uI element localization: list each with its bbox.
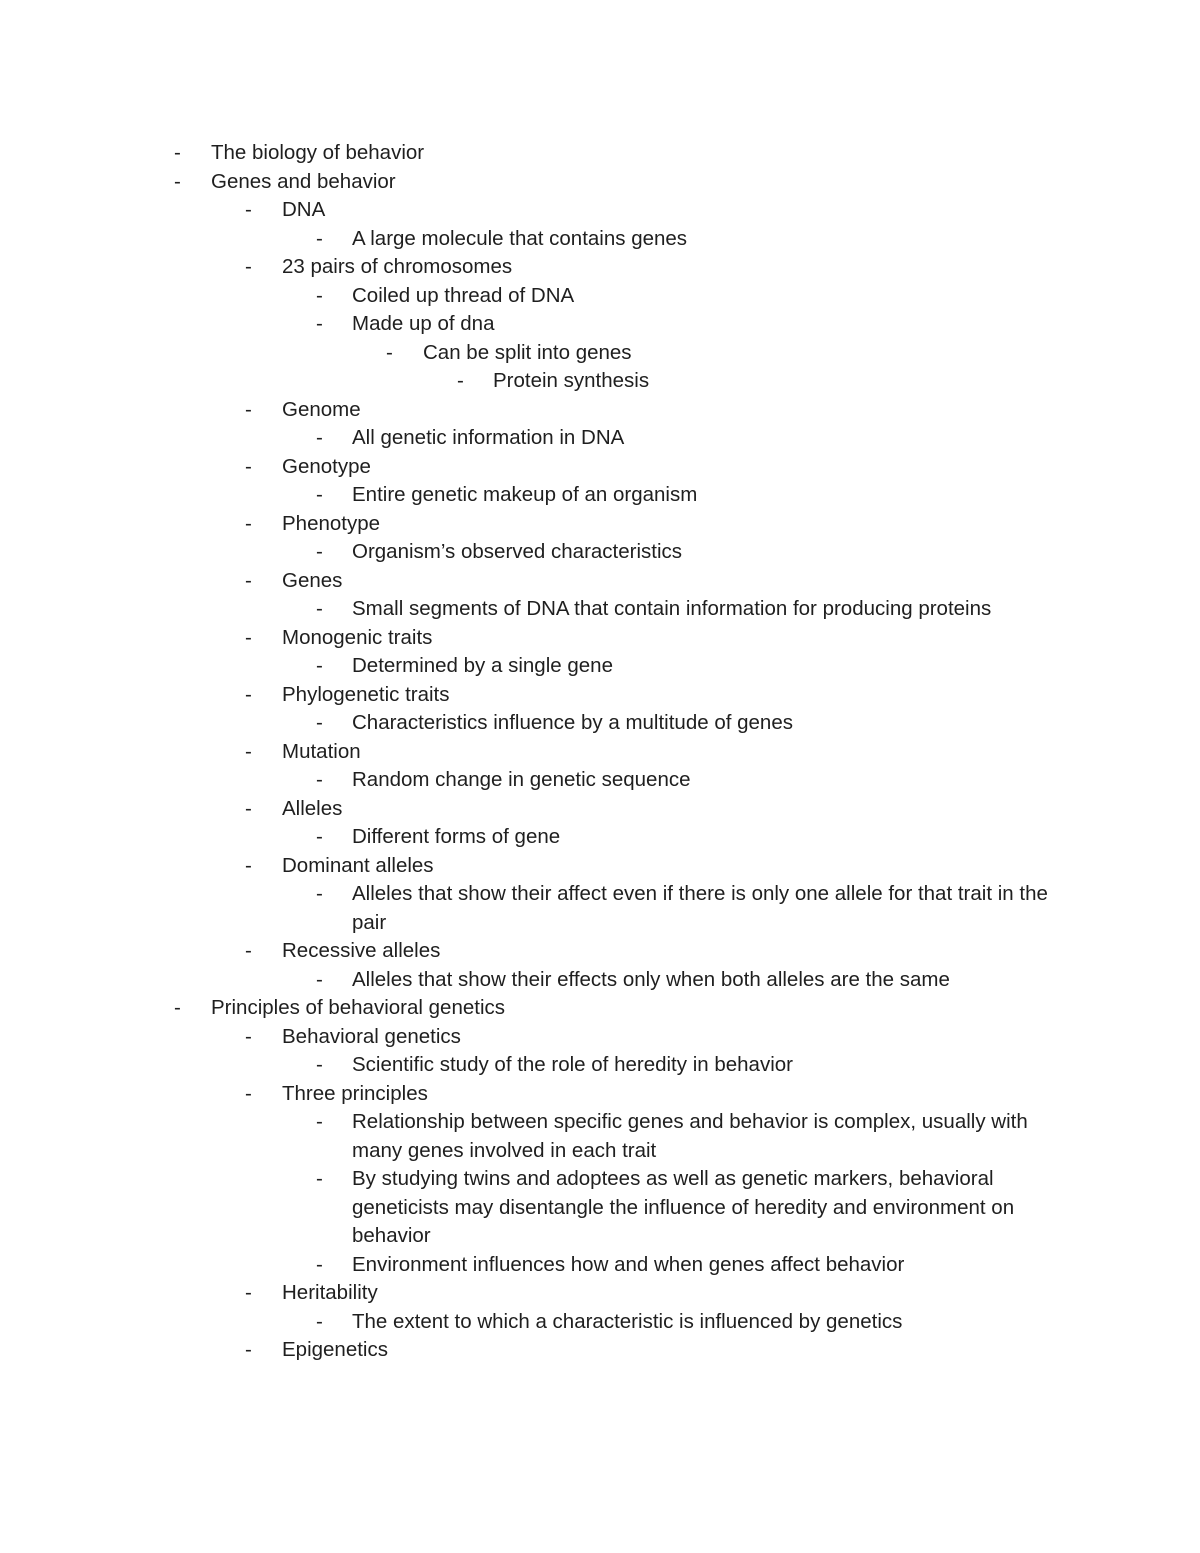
bullet-dash: - (245, 397, 252, 421)
outline-item-level-1 (0, 681, 1200, 710)
outline-item-level-2 (0, 823, 1200, 852)
outline-item-level-1 (0, 510, 1200, 539)
outline-item-level-2 (0, 310, 1200, 339)
bullet-dash: - (316, 483, 323, 506)
outline-item-level-1 (0, 795, 1200, 824)
outline-item-text: Scientific study of the role of heredity in behavior (352, 1053, 793, 1076)
bullet-dash: - (316, 967, 323, 991)
outline-item-level-2 (0, 481, 1200, 510)
bullet-dash: - (245, 568, 252, 592)
outline-item-text: Heritability (282, 1281, 378, 1304)
outline-item-text: Behavioral genetics (282, 1024, 461, 1048)
outline-item-text: Epigenetics (282, 1338, 388, 1361)
outline-item-text: Alleles that show their affect even if there is only one allele for that trait in the pair (352, 882, 1048, 934)
outline-item-level-2 (0, 595, 1200, 624)
bullet-dash: - (386, 340, 393, 364)
bullet-dash: - (245, 939, 252, 962)
outline-item-text: Monogenic traits (282, 625, 433, 649)
outline-item-text: Determined by a single gene (352, 654, 613, 677)
bullet-dash: - (245, 454, 252, 478)
outline-item-text: Organism’s observed characteristics (352, 540, 683, 563)
outline-item-text: Random change in genetic sequence (352, 768, 691, 791)
outline-item-level-1 (0, 852, 1200, 881)
bullet-dash: - (316, 283, 323, 307)
bullet-dash: - (245, 1281, 252, 1304)
outline-item-text: Alleles (282, 796, 343, 820)
bullet-dash: - (316, 768, 323, 791)
outline-item-level-2 (0, 1108, 1200, 1165)
outline-item-text: Alleles that show their effects only when both alleles are the same (352, 967, 950, 991)
outline-item-text: Phylogenetic traits (282, 682, 450, 706)
bullet-dash: - (245, 625, 252, 649)
outline-item-level-1 (0, 196, 1200, 225)
outline-item-text: By studying twins and adoptees as well as genetic markers, behavioral geneticists may disentangle the influence of heredity and environment on behavior (352, 1167, 1015, 1247)
outline-item-text: Dominant alleles (282, 853, 434, 877)
outline-item-text: Principles of behavioral genetics (211, 996, 505, 1019)
bullet-dash: - (316, 226, 323, 250)
outline-item-level-1 (0, 567, 1200, 596)
outline-item-level-1 (0, 738, 1200, 767)
outline-item-text: Phenotype (282, 511, 381, 535)
outline-item-level-2 (0, 1165, 1200, 1251)
bullet-dash: - (245, 255, 252, 278)
outline-item-level-1 (0, 396, 1200, 425)
outline-item-level-2 (0, 652, 1200, 681)
bullet-dash: - (316, 1309, 323, 1333)
outline-item-level-2 (0, 282, 1200, 311)
outline-item-text: 23 pairs of chromosomes (282, 255, 513, 278)
outline-item-text: Coiled up thread of DNA (352, 283, 575, 307)
outline-item-text: Genes (282, 568, 343, 592)
outline-item-level-2 (0, 966, 1200, 995)
outline-item-text: A large molecule that contains genes (352, 226, 688, 250)
outline-item-level-0 (0, 168, 1200, 197)
outline-item-level-1 (0, 1080, 1200, 1109)
outline-item-level-0 (0, 139, 1200, 168)
outline-item-level-4 (0, 367, 1200, 396)
bullet-dash: - (245, 796, 252, 820)
bullet-dash: - (316, 597, 323, 620)
outline-item-text: Made up of dna (352, 312, 495, 335)
bullet-dash: - (174, 169, 181, 193)
outline-item-level-2 (0, 880, 1200, 937)
outline-item-text: Recessive alleles (282, 939, 441, 962)
outline-item-level-2 (0, 766, 1200, 795)
outline-item-level-1 (0, 624, 1200, 653)
outline-item-text: Characteristics influence by a multitude of genes (352, 711, 793, 734)
outline-item-text: Mutation (282, 739, 361, 763)
bullet-dash: - (316, 540, 323, 563)
outline-item-text: Small segments of DNA that contain information for producing proteins (352, 597, 992, 620)
bullet-dash: - (245, 511, 252, 535)
outline-item-level-2 (0, 225, 1200, 254)
outline-item-text: Can be split into genes (423, 340, 632, 364)
outline-item-text: The extent to which a characteristic is influenced by genetics (352, 1309, 903, 1333)
outline-item-level-1 (0, 1336, 1200, 1365)
outline-item-level-0 (0, 994, 1200, 1023)
bullet-dash: - (316, 882, 323, 905)
outline-item-text: The biology of behavior (211, 141, 425, 164)
outline-item-text: All genetic information in DNA (352, 426, 625, 449)
outline-item-level-1 (0, 253, 1200, 282)
bullet-dash: - (245, 739, 252, 763)
bullet-dash: - (245, 1338, 252, 1361)
outline-item-level-2 (0, 1051, 1200, 1080)
outline-item-text: Entire genetic makeup of an organism (352, 483, 698, 506)
outline-item-text: Genes and behavior (211, 169, 396, 193)
outline-item-level-3 (0, 339, 1200, 368)
outline-item-level-1 (0, 1023, 1200, 1052)
outline-item-text: Three principles (282, 1081, 428, 1105)
outline-item-level-1 (0, 1279, 1200, 1308)
outline-item-text: Genotype (282, 454, 371, 478)
outline-item-text: Relationship between specific genes and behavior is complex, usually with many genes involved in each trait (352, 1110, 1028, 1162)
bullet-dash: - (245, 853, 252, 877)
outline-item-text: Protein synthesis (493, 369, 650, 392)
bullet-dash: - (316, 426, 323, 449)
bullet-dash: - (316, 711, 323, 734)
bullet-dash: - (457, 369, 464, 392)
outline-item-level-1 (0, 937, 1200, 966)
bullet-dash: - (316, 1053, 323, 1076)
outline-item-level-2 (0, 1251, 1200, 1280)
bullet-dash: - (245, 682, 252, 706)
bullet-dash: - (245, 198, 252, 221)
outline-item-level-2 (0, 709, 1200, 738)
bullet-outline (0, 139, 1200, 1365)
bullet-dash: - (316, 1110, 323, 1133)
bullet-dash: - (316, 825, 323, 848)
outline-item-level-2 (0, 424, 1200, 453)
bullet-dash: - (245, 1081, 252, 1105)
bullet-dash: - (174, 141, 181, 164)
outline-item-text: Genome (282, 397, 361, 421)
outline-item-level-2 (0, 1308, 1200, 1337)
outline-item-level-1 (0, 453, 1200, 482)
bullet-dash: - (316, 1167, 323, 1190)
outline-item-text: Environment influences how and when genes affect behavior (352, 1252, 905, 1276)
bullet-dash: - (245, 1024, 252, 1048)
outline-item-text: Different forms of gene (352, 825, 561, 848)
bullet-dash: - (316, 1252, 323, 1276)
bullet-dash: - (316, 654, 323, 677)
outline-item-level-2 (0, 538, 1200, 567)
outline-item-text: DNA (282, 198, 326, 221)
bullet-dash: - (174, 996, 181, 1019)
bullet-dash: - (316, 312, 323, 335)
